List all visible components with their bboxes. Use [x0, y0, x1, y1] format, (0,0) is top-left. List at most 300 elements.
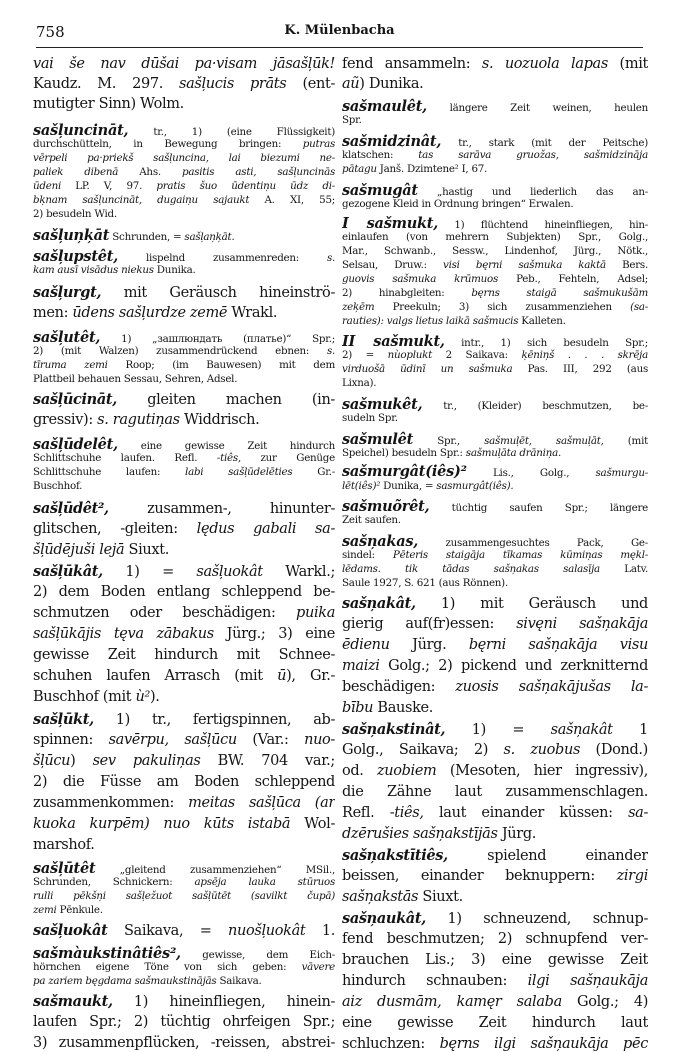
text-span: 2) hinabgleiten:	[342, 287, 472, 299]
text-span: bęrni sašņakāja visu	[468, 637, 648, 653]
text-span: putras	[302, 138, 335, 150]
headword: sašļūdelêt,	[33, 436, 118, 453]
text-span: vāvere	[301, 961, 335, 973]
text-span: Golg., Saikava; 2)	[342, 742, 504, 758]
text-line	[33, 1035, 335, 1051]
text-span: Lis., Golg.,	[466, 467, 596, 479]
text-line	[342, 658, 648, 674]
text-line	[33, 816, 335, 832]
text-line	[33, 96, 335, 112]
text-span: ilgi sašņaukāja	[527, 973, 648, 989]
text-span: spielend einander	[447, 848, 648, 864]
text-line	[33, 860, 335, 877]
text-line	[342, 431, 648, 448]
text-span: lędus gabali sa-	[196, 521, 335, 537]
text-span: 1) schneuzend, schnup-	[425, 911, 648, 927]
text-line	[342, 231, 648, 243]
headword: sašņakstītiês,	[342, 847, 448, 864]
page-header	[36, 21, 643, 48]
text-span: spinnen:	[33, 732, 109, 748]
text-span: 1) hineinfliegen, hinein-	[112, 994, 335, 1010]
text-line	[33, 795, 335, 811]
text-line	[342, 198, 648, 210]
text-span: aũ	[342, 76, 360, 92]
text-line	[33, 732, 335, 748]
text-line	[33, 668, 335, 684]
text-span: pa zariem bęgdama sašmaukstinājās	[33, 975, 217, 987]
text-span: zuosis sašņakājušas la-	[455, 679, 648, 695]
text-line	[342, 98, 648, 115]
text-span: schmutzen oder beschädigen:	[33, 605, 297, 621]
text-span: Peb., Fehteln, Adsel;	[498, 273, 648, 285]
text-line	[342, 133, 648, 150]
text-line	[342, 742, 648, 758]
text-line	[342, 784, 648, 800]
text-span: längere Zeit weinen, heulen	[426, 102, 648, 114]
headword: sašļūkt,	[33, 711, 94, 728]
text-span: šļūdējuši lejā	[33, 542, 125, 558]
text-span: Mar., Schwanb., Sessw., Lindenhof, Jürg., Nötk.,	[342, 245, 648, 257]
text-span: sa-	[628, 805, 648, 821]
text-span: sašļucis prāts	[179, 76, 287, 92]
text-span: Buschhof (mit	[33, 689, 136, 705]
text-span: apsēja lauka stūruos	[194, 876, 335, 888]
text-line	[342, 498, 648, 515]
text-span: gewisse Zeit hindurch mit Schnee-	[33, 647, 335, 663]
text-span: pasitis asti, sašļuncinās	[182, 166, 335, 178]
text-span: sašļūkājis tęva zābakus	[33, 626, 214, 642]
text-span: paliek dibenā	[33, 166, 119, 178]
text-span: maizi	[342, 658, 380, 674]
headword: sašļupstêt,	[33, 248, 118, 265]
headword: sašļuncināt,	[33, 122, 129, 139]
text-span: tr., 1) (eine Flüssigkeit)	[128, 126, 335, 138]
headword: sašļuokât	[33, 922, 108, 939]
text-span: Bers.	[605, 259, 648, 271]
text-span: 1) =	[445, 722, 551, 738]
text-line	[342, 163, 648, 175]
text-span: Jürg.	[389, 637, 469, 653]
headword: II sašmukt,	[342, 333, 445, 350]
text-line	[342, 563, 648, 575]
text-span: sašļuokât	[196, 564, 263, 580]
text-line	[342, 826, 648, 842]
text-span: die Zähne laut zusammenschlagen.	[342, 784, 648, 800]
headword: sašmaulêt,	[342, 98, 427, 115]
text-span: tīruma zemi	[33, 359, 108, 371]
text-span: schuhen laufen Arrasch (mit	[33, 668, 278, 684]
text-span: puika	[296, 605, 335, 621]
text-span: Saikava.	[216, 975, 262, 987]
text-line	[33, 584, 335, 600]
text-line	[342, 952, 648, 968]
text-span: virduošā ūdinī un sašmuka	[342, 363, 513, 375]
text-span: BW. 704 var.;	[200, 753, 335, 769]
text-span: dzērušies sašņakstījās	[342, 826, 498, 842]
text-span: visi bęrni sašmuka kaktā	[443, 259, 606, 271]
text-span: meitas sašļūca (ar	[188, 795, 335, 811]
text-line	[33, 208, 335, 220]
text-span: 2 Saikava:	[432, 349, 522, 361]
text-line	[33, 152, 335, 164]
text-span: mutigter Sinn) Wolm.	[33, 96, 184, 112]
text-span: 1) tr., fertigspinnen, ab-	[93, 712, 335, 728]
text-span: (Mesoten, hier ingressiv),	[436, 763, 648, 779]
text-line	[342, 215, 648, 232]
text-span: einlaufen (von mehrern Subjekten) Spr., Golg.,	[342, 231, 648, 243]
text-span: LP. V, 97.	[61, 180, 157, 192]
text-line	[342, 763, 648, 779]
text-span: „gleitend zusammenziehen“ MSil.,	[95, 864, 335, 876]
text-span: Refl.	[342, 805, 390, 821]
text-span: -tiês,	[216, 452, 241, 464]
text-line	[33, 466, 335, 478]
text-line	[342, 514, 648, 526]
text-span: Speichel) besudeln Spr.:	[342, 447, 466, 459]
text-line	[33, 284, 335, 301]
text-span: men:	[33, 305, 73, 321]
text-span: sašļaņķāt.	[184, 231, 235, 243]
text-line	[342, 377, 648, 389]
text-span: eine gewisse Zeit hindurch	[117, 440, 335, 452]
text-span: A. XI, 55;	[249, 194, 335, 206]
text-span: laut einander küssen:	[423, 805, 629, 821]
text-line	[33, 138, 335, 150]
text-line	[342, 868, 648, 884]
headword: sašmàukstinâtiês²,	[33, 945, 181, 962]
text-line	[33, 890, 335, 902]
text-span: Ahs.	[118, 166, 182, 178]
text-line	[33, 345, 335, 357]
text-span: Plattbeil behauen Sessau, Sehren, Adsel.	[33, 373, 238, 385]
text-span: intr., 1) sich besudeln Spr.;	[444, 337, 648, 349]
text-line	[33, 359, 335, 371]
text-line	[342, 245, 648, 257]
text-line	[33, 563, 335, 580]
text-line	[33, 904, 335, 916]
text-line	[33, 373, 335, 385]
headword: sašmugât	[342, 182, 418, 199]
text-line	[33, 76, 335, 92]
text-span: 1	[612, 722, 648, 738]
text-span: Pas. III, 292 (aus	[512, 363, 648, 375]
text-span: Dunika.	[153, 264, 196, 276]
text-span: Bauske.	[373, 700, 434, 716]
text-span: tas sarāva gruožas, sašmidzināja	[418, 149, 648, 161]
text-span: ū	[277, 668, 287, 684]
text-line	[33, 647, 335, 663]
text-line	[33, 248, 335, 265]
text-span: eine gewisse Zeit hindurch laut	[342, 1015, 648, 1031]
text-span: glitschen, -gleiten:	[33, 521, 197, 537]
text-span: Saikava, =	[107, 923, 229, 939]
text-line	[33, 436, 335, 453]
text-span: 3) zusammenpflücken, -reissen, abstrei-	[33, 1035, 335, 1051]
text-span: sasmurgât(iês).	[436, 480, 514, 492]
text-span: zemi	[33, 904, 57, 916]
text-span: zusammenkommen:	[33, 795, 189, 811]
text-span: ēdienu	[342, 637, 390, 653]
text-line	[342, 287, 648, 299]
text-line	[33, 626, 335, 642]
text-line	[33, 480, 335, 492]
text-span: 1) mit Geräusch und	[415, 596, 648, 612]
text-line	[33, 961, 335, 973]
text-span: Pēteris staigāja tīkamas kūmiņas mękl-	[392, 549, 648, 561]
text-span: savērpu, sašļūcu	[108, 732, 237, 748]
text-span: sindel:	[342, 549, 393, 561]
text-line	[33, 689, 335, 705]
text-line	[342, 1015, 648, 1031]
text-line	[342, 533, 648, 550]
text-span: šļūcu	[33, 753, 71, 769]
headword: sašmidzinât,	[342, 133, 442, 150]
text-span: s.	[326, 345, 335, 357]
text-line	[33, 180, 335, 192]
text-line	[33, 264, 335, 276]
text-line	[342, 595, 648, 612]
text-span: fend beschmutzen; 2) schnupfend ver-	[342, 931, 648, 947]
text-span: hindurch schnauben:	[342, 973, 528, 989]
text-line	[342, 149, 648, 161]
text-span: brauchen Lis.; 3) eine gewisse Zeit	[342, 952, 648, 968]
text-span: Preekuln; 3) sich zusammenziehen	[374, 301, 631, 313]
running-head: K. Mülenbacha	[284, 23, 395, 38]
text-span: pātagu	[342, 163, 377, 175]
page-number: 758	[36, 23, 65, 41]
text-span: fend ansammeln:	[342, 56, 482, 72]
text-span: Kaudz. M. 297.	[33, 76, 180, 92]
text-span: beschädigen:	[342, 679, 456, 695]
text-span: gewisse, dem Eich-	[180, 949, 335, 961]
text-line	[342, 549, 648, 561]
text-span: (ent-	[286, 76, 335, 92]
text-line	[33, 711, 335, 728]
text-line	[342, 700, 648, 716]
text-span: Lixna).	[342, 377, 377, 389]
text-span: gezogene Kleid in Ordnung bringen“ Erwalen.	[342, 198, 574, 210]
text-line	[33, 542, 335, 558]
text-span: nùoplukt	[387, 349, 433, 361]
text-span: s. ragutiņas	[97, 412, 180, 428]
text-span: durchschütteln, in Bewegung bringen:	[33, 138, 303, 150]
text-span: klatschen:	[342, 149, 419, 161]
headword: sašļutêt,	[33, 329, 101, 346]
text-line	[33, 452, 335, 464]
text-line	[33, 774, 335, 790]
text-line	[33, 975, 335, 987]
headword: sašņakât,	[342, 595, 416, 612]
text-line	[33, 945, 335, 962]
text-span: guovis sašmuka krūmuos	[342, 273, 499, 285]
text-line	[342, 637, 648, 653]
text-line	[342, 847, 648, 864]
text-span: (Var.:	[236, 732, 305, 748]
text-line	[33, 500, 335, 517]
text-span: sašmuļēt, sašmuļāt,	[484, 435, 604, 447]
text-span: Janš. Dzimtene² I, 67.	[376, 163, 488, 175]
text-span: sašmurgu-	[595, 467, 648, 479]
text-line	[33, 412, 335, 428]
text-span: Gr.-	[292, 466, 335, 478]
headword: sašļuņķāt	[33, 227, 110, 244]
text-span: Golg.; 4)	[561, 994, 648, 1010]
text-line	[33, 993, 335, 1010]
text-span: zeķēm	[342, 301, 375, 313]
text-line	[342, 616, 648, 632]
text-line	[342, 412, 648, 424]
text-line	[33, 56, 335, 72]
text-line	[33, 391, 335, 408]
text-line	[33, 305, 335, 321]
text-span: zuobiem	[376, 763, 437, 779]
headword: sašmukêt,	[342, 396, 423, 413]
text-span: 1) „зашлюндать (платье)“ Spr.;	[100, 333, 335, 345]
text-span: 2) (mit Walzen) zusammendrückend ebnen:	[33, 345, 327, 357]
text-span: (Dond.)	[580, 742, 648, 758]
headword: I sašmukt,	[342, 215, 439, 232]
text-line	[342, 333, 648, 350]
text-span: Saule 1927, S. 621 (aus Rönnen).	[342, 577, 508, 589]
text-span: ), Gr.-	[286, 668, 335, 684]
text-span: Jürg.; 3) eine	[213, 626, 335, 642]
text-span: Golg.; 2) pickend und zerknitternd	[379, 658, 648, 674]
text-span: Warkl.;	[262, 564, 335, 580]
headword: sašļūkât,	[33, 563, 103, 580]
text-span: Buschhof.	[33, 480, 83, 492]
text-line	[33, 122, 335, 139]
text-span: (mit	[603, 435, 648, 447]
text-span: schluchzen:	[342, 1036, 440, 1052]
headword: sašļūdêt²,	[33, 500, 109, 517]
text-span: Schlittschuhe laufen:	[33, 466, 186, 478]
headword: sašmaukt,	[33, 993, 113, 1010]
text-span: 2) dem Boden entlang schleppend be-	[33, 584, 335, 600]
text-line	[342, 721, 648, 738]
text-line	[342, 973, 648, 989]
text-line	[342, 931, 648, 947]
text-line	[342, 447, 648, 459]
text-span: bęrns ilgi sašņaukāja pēc	[439, 1036, 648, 1052]
text-line	[33, 166, 335, 178]
text-span: labi sašļūdelēties	[185, 466, 293, 478]
text-span: Latv.	[599, 563, 648, 575]
text-span: sudeln Spr.	[342, 412, 398, 424]
headword: sašļūtêt	[33, 860, 96, 877]
text-span: ).	[149, 689, 160, 705]
text-span: zusammen-, hinunter-	[108, 501, 335, 517]
text-span: nuošļuokât	[228, 923, 306, 939]
text-line	[342, 679, 648, 695]
text-span: sašņakstās	[342, 889, 419, 905]
text-span: Jürg.	[497, 826, 537, 842]
text-span: Schlittschuhe laufen. Refl.	[33, 452, 217, 464]
text-line	[342, 349, 648, 361]
text-span: sašmuļāta drāniņa.	[465, 447, 562, 459]
text-span: sašņakât	[550, 722, 613, 738]
text-span: Wrakl.	[227, 305, 278, 321]
text-line	[33, 837, 335, 853]
text-span: Schrunden, Schnickern:	[33, 876, 195, 888]
text-span: Kalleten.	[518, 315, 566, 327]
text-span: ūdens sašļurdze zemē	[72, 305, 228, 321]
text-span: (sa-	[630, 301, 648, 313]
text-line	[342, 273, 648, 285]
text-line	[342, 910, 648, 927]
headword: sašņakas,	[342, 533, 419, 550]
text-line	[342, 577, 648, 589]
text-span: Schrunden, =	[109, 231, 185, 243]
text-line	[342, 805, 648, 821]
text-line	[33, 876, 335, 888]
text-line	[33, 922, 335, 939]
text-line	[342, 480, 648, 492]
text-line	[342, 76, 648, 92]
text-span: lispelnd zusammenreden:	[118, 252, 327, 264]
text-span: kuoka kurpēm) nuo kūts istabā	[33, 816, 291, 832]
text-line	[342, 56, 648, 72]
text-span: 2) =	[342, 349, 388, 361]
text-span: gierig auf(fr)essen:	[342, 616, 517, 632]
text-line	[342, 182, 648, 199]
text-span: Dunika, =	[380, 480, 437, 492]
text-span: sivęni sašņakāja	[516, 616, 648, 632]
headword: sašmulêt	[342, 431, 414, 448]
text-line	[33, 605, 335, 621]
text-span: pratis šuo ūdentiņu ūdz di-	[156, 180, 335, 192]
text-span: lēdams. tik tādas sašņakas salasīja	[342, 563, 600, 575]
text-span: 2) besudeln Wid.	[33, 208, 117, 220]
text-line	[342, 994, 648, 1010]
text-span: vai še nav dūšai pa·visam jāsašļūk!	[33, 56, 335, 72]
text-span: od.	[342, 763, 377, 779]
text-span: 1.	[305, 923, 335, 939]
headword: sašmurgât(iês)²	[342, 463, 467, 480]
text-span: 1) =	[102, 564, 197, 580]
text-line	[33, 329, 335, 346]
text-span: Siuxt.	[124, 542, 169, 558]
text-span: bķnam sašļuncināt, dugaiņu sajaukt	[33, 194, 250, 206]
text-span: tr., (Kleider) beschmutzen, be-	[422, 400, 648, 412]
text-span: tr., stark (mit der Peitsche)	[441, 137, 648, 149]
text-span: )	[70, 753, 93, 769]
text-span: s. uozuola lapas	[481, 56, 608, 72]
text-span: tüchtig saufen Spr.; längere	[429, 502, 648, 514]
text-span: lēt(iês)²	[342, 480, 381, 492]
text-span: bību	[342, 700, 374, 716]
text-span: mit Geräusch hineinströ-	[101, 285, 335, 301]
text-span: nuo-	[304, 732, 335, 748]
text-span: gleiten machen (in-	[116, 392, 335, 408]
text-span: hörnchen eigene Töne von sich geben:	[33, 961, 302, 973]
text-span: -tiês,	[389, 805, 424, 821]
text-span: sev pakuliņas	[92, 753, 201, 769]
text-span: Zeit saufen.	[342, 514, 401, 526]
headword: sašņakstinât,	[342, 721, 446, 738]
text-span: ķēniņš . . . skrēja	[521, 349, 648, 361]
text-line	[342, 889, 648, 905]
text-span: ūdeni	[33, 180, 61, 192]
text-line	[342, 315, 648, 327]
headword: sašmuõrêt,	[342, 498, 430, 515]
text-line	[342, 363, 648, 375]
text-span: Selsau, Druw.:	[342, 259, 444, 271]
text-span: ) Dunika.	[359, 76, 424, 92]
text-span: Widdrisch.	[179, 412, 260, 428]
text-span: Wol-	[290, 816, 335, 832]
text-span: rauties): valgs lietus laikā sašmucis	[342, 315, 519, 327]
text-span: Siuxt.	[418, 889, 463, 905]
